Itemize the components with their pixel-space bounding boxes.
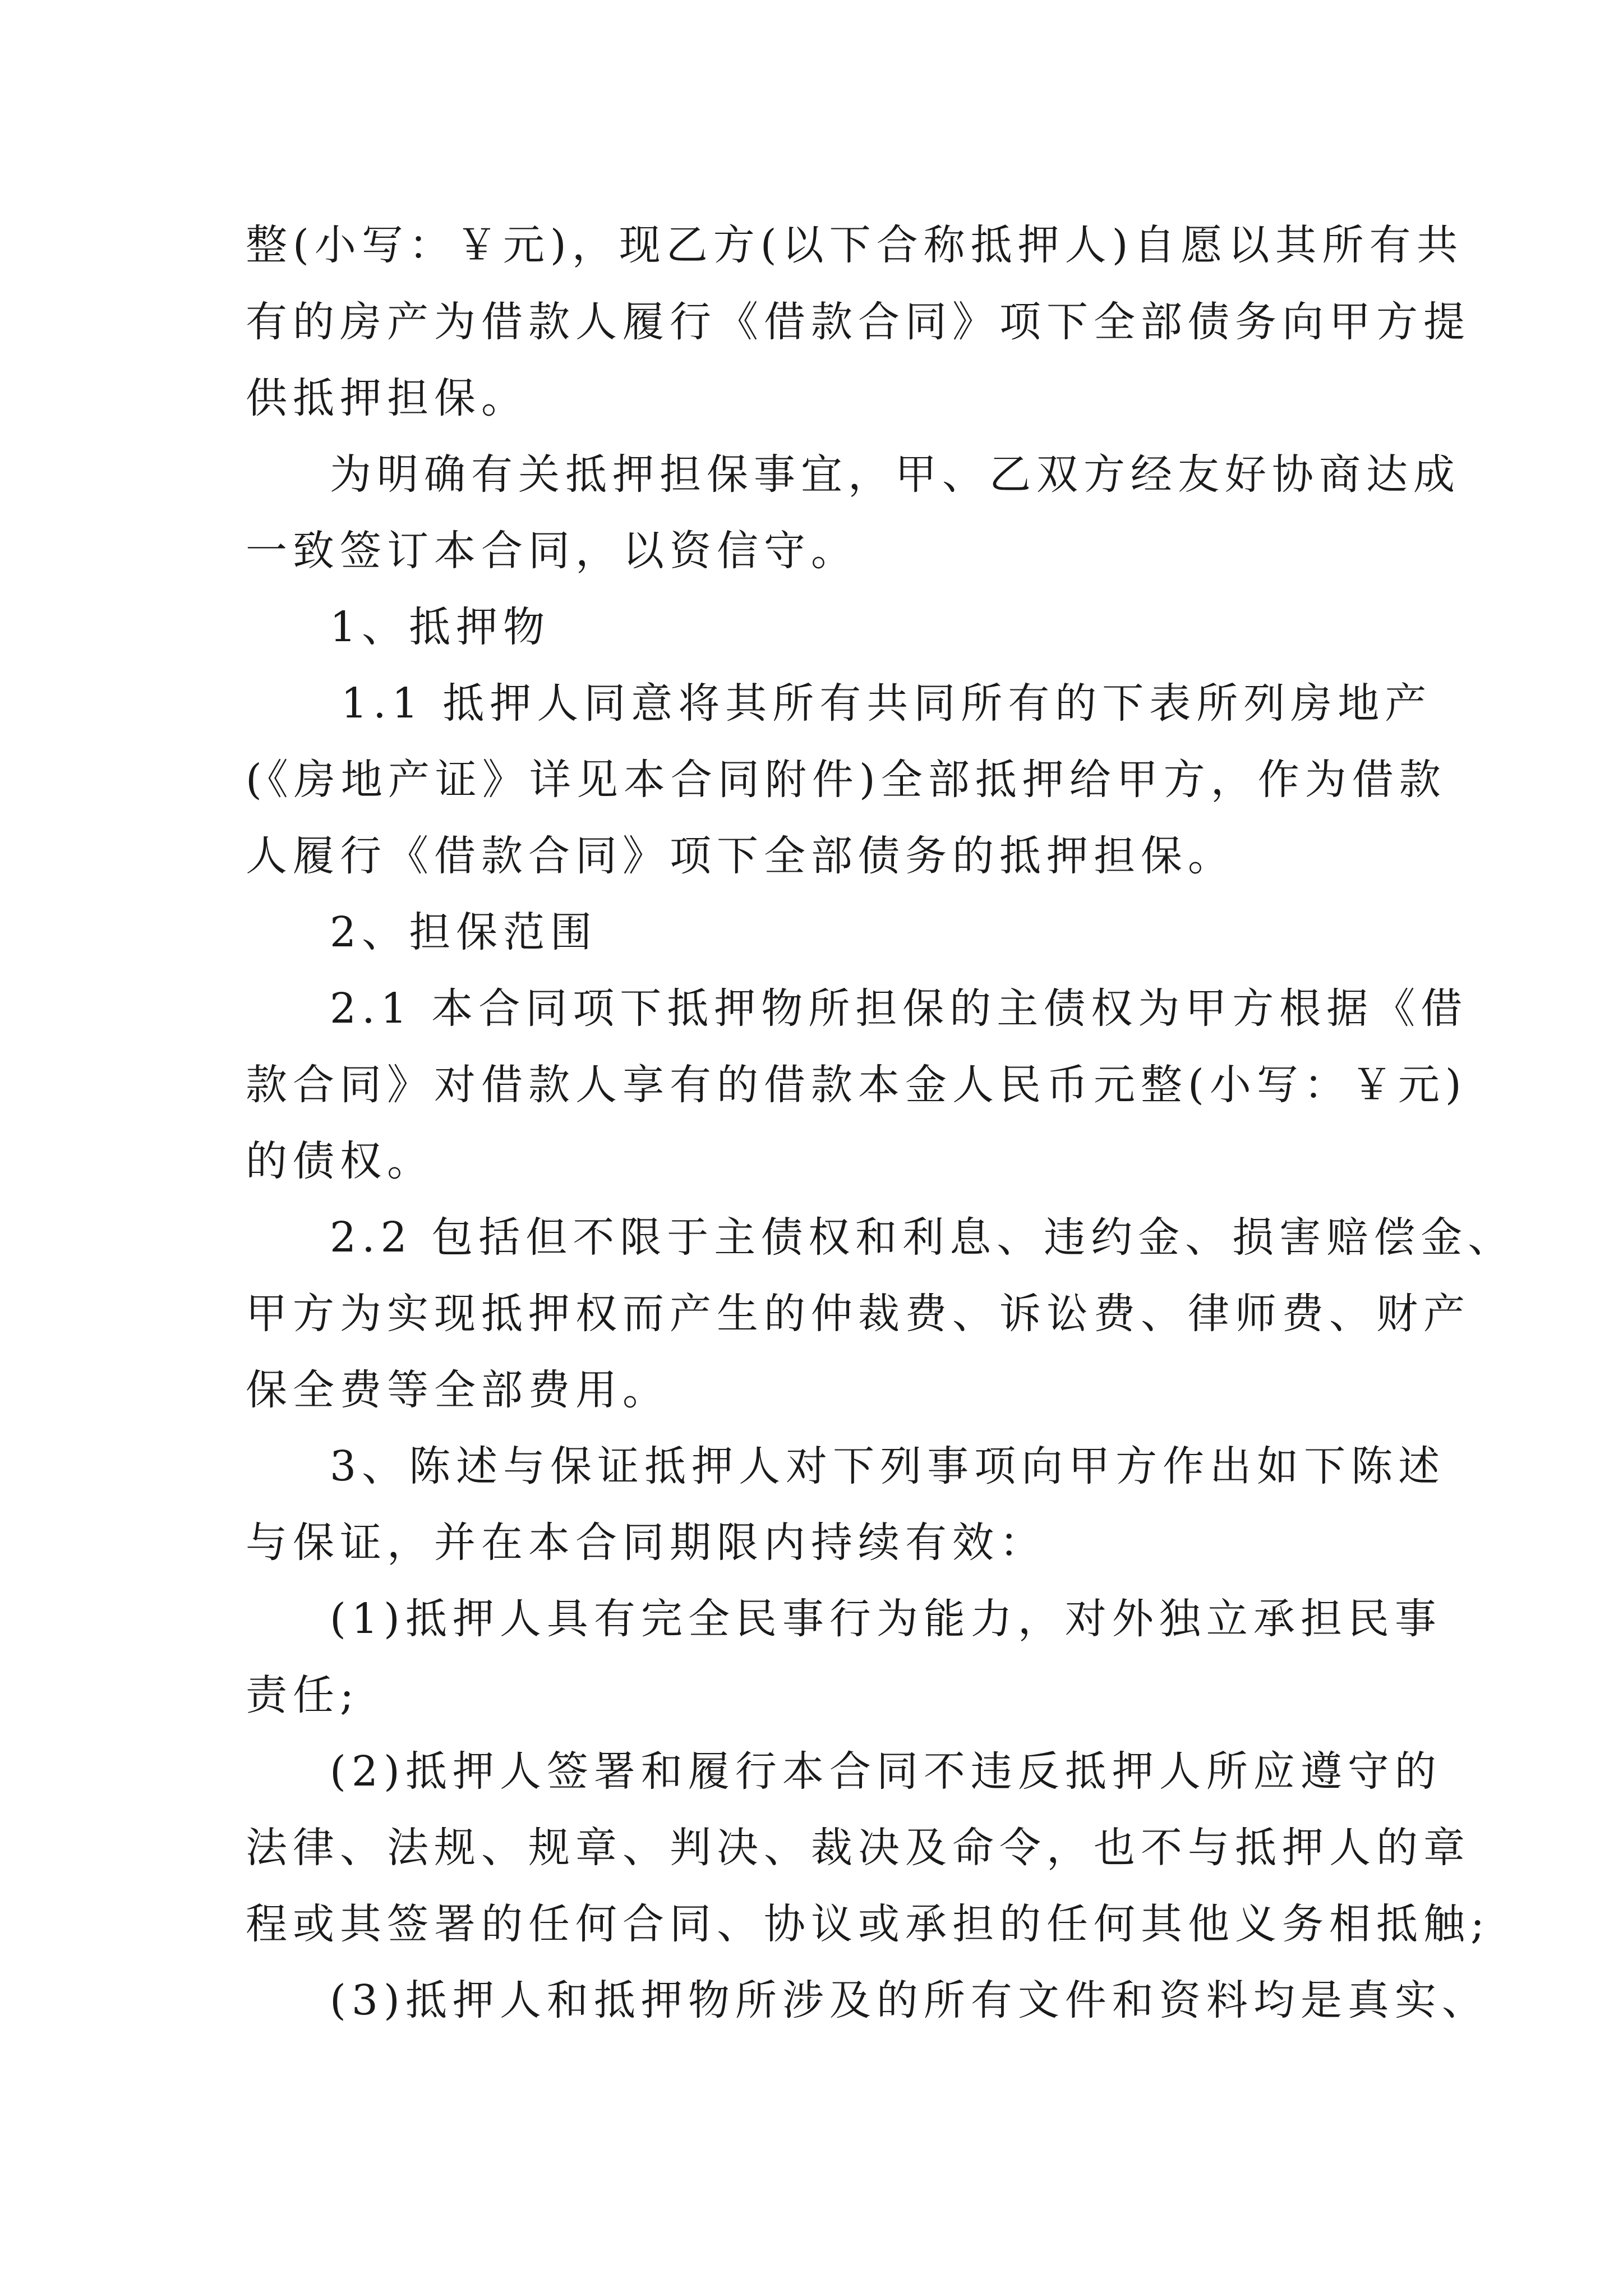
section-heading: 2、担保范围 — [330, 908, 598, 956]
paragraph-line: 2.1 本合同项下抵押物所担保的主债权为甲方根据《借 — [330, 984, 1468, 1033]
paragraph-line: 的债权。 — [246, 1137, 434, 1185]
list-item-line: (2)抵押人签署和履行本合同不违反抵押人所应遵守的 — [330, 1747, 1442, 1796]
section-heading: 3、陈述与保证抵押人对下列事项向甲方作出如下陈述 — [330, 1442, 1446, 1490]
paragraph-line: 甲方为实现抵押权而产生的仲裁费、诉讼费、律师费、财产 — [246, 1290, 1470, 1338]
paragraph-line: 款合同》对借款人享有的借款本金人民币元整(小写：￥元) — [246, 1061, 1467, 1109]
list-item-line: (1)抵押人具有完全民事行为能力，对外独立承担民事 — [330, 1595, 1442, 1643]
paragraph-line: 整(小写：￥元)，现乙方(以下合称抵押人)自愿以其所有共 — [246, 221, 1464, 269]
paragraph-line: 程或其签署的任何合同、协议或承担的任何其他义务相抵触; — [246, 1900, 1490, 1948]
paragraph-line: 2.2 包括但不限于主债权和利息、违约金、损害赔偿金、 — [330, 1213, 1515, 1262]
paragraph-line: 供抵押担保。 — [246, 374, 528, 422]
paragraph-line: 一致签订本合同，以资信守。 — [246, 527, 858, 575]
section-heading: 1、抵押物 — [330, 603, 551, 651]
paragraph-line: 1.1 抵押人同意将其所有共同所有的下表所列房地产 — [341, 679, 1432, 728]
paragraph-line: 为明确有关抵押担保事宜，甲、乙双方经友好协商达成 — [330, 450, 1460, 499]
list-item-line: (3)抵押人和抵押物所涉及的所有文件和资料均是真实、 — [330, 1976, 1489, 2024]
paragraph-line: 保全费等全部费用。 — [246, 1366, 670, 1414]
paragraph-line: 有的房产为借款人履行《借款合同》项下全部债务向甲方提 — [246, 298, 1470, 346]
paragraph-line: (《房地产证》详见本合同附件)全部抵押给甲方，作为借款 — [246, 756, 1446, 804]
paragraph-line: 与保证，并在本合同期限内持续有效： — [246, 1519, 1046, 1567]
paragraph-line: 责任; — [246, 1671, 359, 1719]
paragraph-line: 人履行《借款合同》项下全部债务的抵押担保。 — [246, 832, 1235, 880]
paragraph-line: 法律、法规、规章、判决、裁决及命令，也不与抵押人的章 — [246, 1824, 1470, 1872]
